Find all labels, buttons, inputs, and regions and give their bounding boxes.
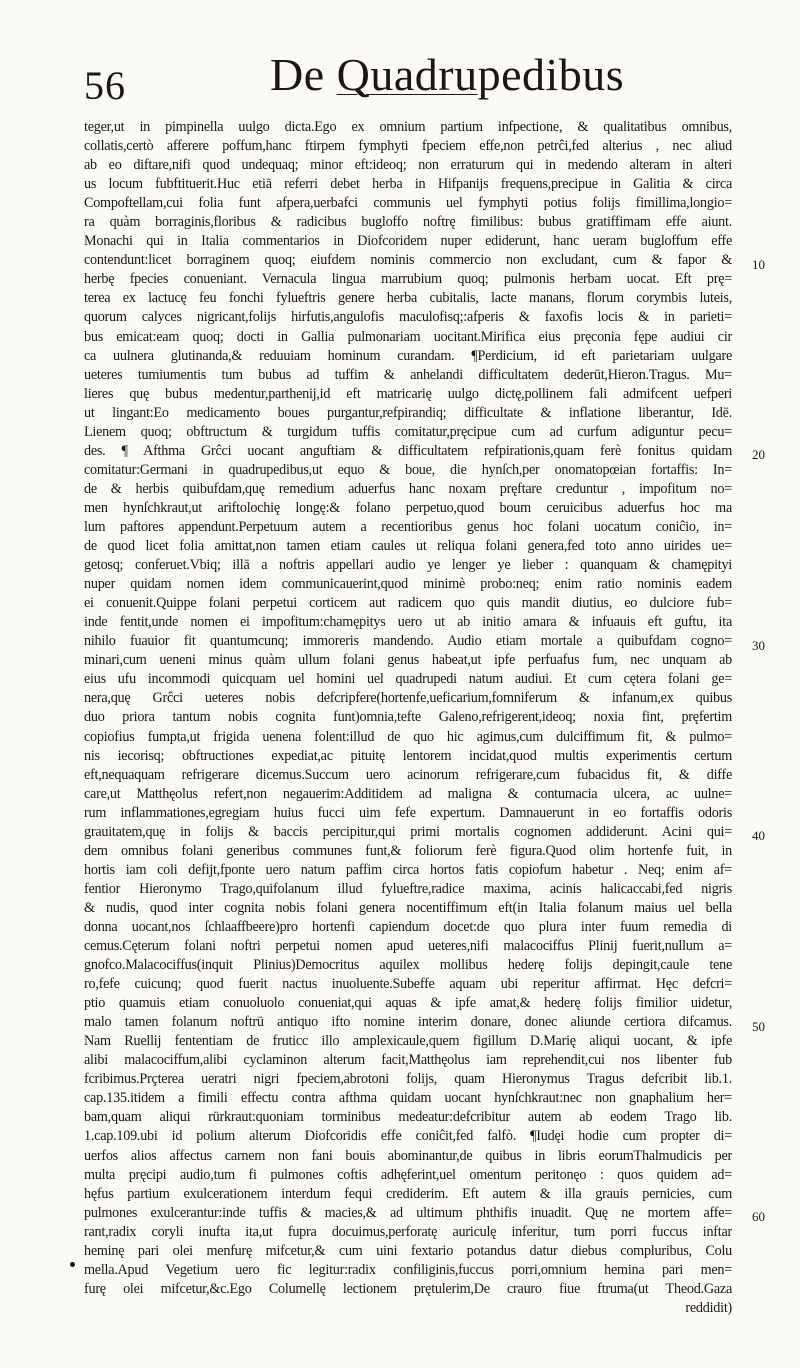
text-line: us locum fubftituerit.Huc etiā referri debet herba in Hifpanijs frequens,precipue in Galitia & circa	[84, 176, 732, 193]
text-line: terea ex lactucę feu fonchi fylueftris genere herba cubitalis, lacte manans, florum corymbis luteis,	[84, 290, 732, 307]
text-line: pulmones exulcerantur:inde tuffis & macies,& ad ultimum phthifis inuadit. Quę ne mortem affe=	[84, 1204, 732, 1221]
text-line: Lienem quoq; obftructum & turgidum tuffis comitatur,pręcipue cum ad curfum adiguntur pecu=	[84, 423, 732, 440]
text-line: Monachi qui in Italia commentarios in Diofcoridem nuper ediderunt, hanc ueram bugloffum effe	[84, 233, 732, 250]
text-line: getosq; conferuet.Vbiq; illā a noftris appellari audio ye lenger ye lieber : quanquam & chamępityi	[84, 557, 732, 574]
text-line: de & herbis quibufdam,quę remedium aduerfus hanc noxam pręftare creduntur , impofitum no=	[84, 480, 732, 497]
text-line: cemus.Cęterum folani noftri perpetui nomen apud ueteres,nifi malacociffus Plinij fuerit,nullum a=	[84, 938, 732, 955]
text-line: ei conuenit.Quippe folani perpetui corticem aut radicem quo quis mandit diutius, eo dulciore fub=	[84, 595, 732, 612]
text-line: comitatur:Germani in quadrupedibus,ut equo & boue, die hynſch,per onomatopœian fortaffis: In=	[84, 461, 732, 478]
text-line: alibi malacociffum,alibi cyclaminon alterum facit,Matthęolus iam reprehendit,cui nos libenter fub	[84, 1052, 732, 1069]
text-line: Compoftellam,cui folia funt afpera,uerbafci communis uel fymphyti potius folijs fimillima,longio=	[84, 195, 732, 212]
text-line: & nudis, quod inter cognita nobis folani genera nocentiffimum eft(in Italia folanum maius uel bella	[84, 899, 732, 916]
text-line: quorum calyces nigricant,folijs hirfutis,angulofis maculofisq;:afperis & faxofis locis & in parieti=	[84, 309, 732, 326]
text-line: care,ut Matthęolus refert,non negauerim:Additidem ad maligna & contumacia ulcera, ac uulne=	[84, 785, 732, 802]
text-line: ca uulnera glutinanda,& reduuiam hominum curandam. ¶Perdicium, id eft parietariam uulgare	[84, 347, 732, 364]
line-number-40: 40	[752, 828, 765, 843]
line-number-20: 20	[752, 447, 765, 462]
text-line: teger,ut in pimpinella uulgo dicta.Ego ex omnium partium infpectione, & qualitatibus omnibus,	[84, 119, 732, 135]
text-line: de quod licet folia amittat,non tamen etiam caules ut reliqua folani genera,fed toto anno uirides ue=	[84, 538, 732, 555]
text-line: lum paftores appendunt.Perpetuum autem a recentioribus genus hoc folani uocatum coniĉio, in=	[84, 518, 732, 535]
text-line: malo tamen folanum noftrū antiquo ifto nomine interim donare, donec aliunde certiora difcamus.	[84, 1014, 732, 1031]
line-number-60: 60	[752, 1209, 765, 1224]
text-line: eft,nequaquam refrigerare dicemus.Succum uero acinorum refrigerare,cum fubacidus fit, & diffe	[84, 766, 732, 783]
margin-mark	[70, 1262, 75, 1267]
text-line: des. ¶ Afthma Grĉci uocant anguftiam & difficultatem refpirationis,quam ferè fonitus quidam	[84, 442, 732, 459]
line-number-10: 10	[752, 257, 765, 272]
text-line: nera,quę Grĉci ueteres nobis defcripfere(hortenfe,ueficarium,fomniferum & infanum,ex quibus	[84, 690, 732, 707]
text-line: ro,fefe cuicunq; quod fuerit nactus inuoluente.Subeffe aquam ubi reperitur affirmat. Hęc defcri=	[84, 976, 732, 993]
line-number-50: 50	[752, 1019, 765, 1034]
text-line: lieres quę bubus medentur,parthenij,id eft matricarię uulgo dictę,pollinem fali admifcent uefperi	[84, 385, 732, 402]
text-line: collatis,certò afferere poffum,hanc ftirpem fymphyti fpeciem effe,non petrĉi,fed alterius , nec aliud	[84, 138, 732, 155]
body-text	[84, 118, 732, 1318]
page-title: De Quadrupedibus	[270, 49, 625, 100]
text-line: hortis iam coli defijt,fponte uero natum paffim circa hortos fatis copiofum habetur . Neq; enim af=	[84, 861, 732, 878]
text-line: furę olei mifcetur,&c.Ego Columellę lectionem prętulerim,De crauro fiue ftruma(ut Theod.Gaza	[84, 1280, 732, 1297]
text-line: contendunt:licet borraginem quoq; eiufdem nominis commercio non excludant, cum & fapor &	[84, 252, 732, 269]
text-line: men hynſchkraut,ut ariftolochię longę:& folano perpetuo,quod boum ceruicibus aduerfus hoc ma	[84, 499, 732, 516]
text-line: mella.Apud Vegetium uero fic legitur:radix confiliginis,fuccus porri,omnium hemina pari men=	[84, 1261, 732, 1278]
text-line: heminę pari olei menfurę mifcetur,& cum uini fextario potandus datur diebus compluribus, Colu	[84, 1242, 732, 1259]
text-line: donna uocant,nos ſchlaaffbeere)pro hortenfi capiendum docet:de quo plura inter fuum remedia di	[84, 918, 732, 935]
text-line: cap.135.itidem a fimili effectu contra afthma quidam uocant hynſchkraut:nec non gnaphalium her=	[84, 1090, 732, 1107]
text-line: eius ufu incommodi quicquam uel homini uel quadrupedi natum audiui. Et cum cętera folani ge=	[84, 671, 732, 688]
text-line: copiofius fumpta,ut frigida uenena folent:illud de quo hic agimus,cum dulciffimum fit, & pulmo=	[84, 728, 732, 745]
text-line: duo priora tantum nobis cognita funt)omnia,tefte Galeno,refrigerent,ideoq; noxia fint, pręfertim	[84, 709, 732, 726]
text-line: bus emicat:eam quoq; docti in Gallia pulmonariam uocitant.Mirifica eius pręconia fępe audiui cir	[84, 328, 732, 345]
text-line: ptio quamuis etiam conuoluolo conueniat,qui aquas & ipfe amat,& hederę folijs fimilior uidetur,	[84, 995, 732, 1012]
text-line: bam,quam aliqui rürkraut:quoniam torminibus medeatur:defcribitur autem ab eodem Trago lib.	[84, 1109, 732, 1126]
text-line: nihilo fuauior fit quantumcunq; immoreris mandendo. Audio etiam mortale a quibufdam cogno=	[84, 633, 732, 650]
text-line: ut lingant:Eo medicamento boues purgantur,refpirandiq; difficultate & inflatione liberantur, Idē.	[84, 404, 732, 421]
text-line: minari,cum ueneni minus quàm ullum folani genus habeat,ut ipfe perfuafus fum, nec unquam ab	[84, 652, 732, 669]
text-line: hęfus partium exulcerationem interdum fequi crediderim. Eft autem & illa grauis pernicies, cum	[84, 1185, 732, 1202]
text-line: 1.cap.109.ubi id polium alterum Diofcoridis effe coniĉit,fed falfò. ¶Iudęi hodie cum propter di=	[84, 1128, 732, 1145]
text-line: nis iecorisq; obftructiones expediat,ac pituitę lentorem incidat,quod multis experimentis certum	[84, 747, 732, 764]
line-number-30: 30	[752, 638, 765, 653]
text-line: ab eo diftare,nifi quod undequaq; minor eft:ideoq; non erraturum qui in medendo alteram in alteri	[84, 157, 732, 174]
text-line: uerfos alios affectus carnem non fani bouis abominantur,de quibus in libris eorumThalmudicis per	[84, 1147, 732, 1164]
text-line: ueteres tumiumentis tum bubus ad tuffim & anhelandi difficultatem dederūt,Hieron.Tragus. Mu=	[84, 366, 732, 383]
page-number: 56	[84, 63, 126, 108]
text-line: fcribimus.Prçterea ueratri nigri fpeciem,abrotoni folijs, quam Hieronymus Tragus defcribit lib.1.	[84, 1071, 732, 1088]
text-line: fentior Hieronymo Trago,quifolanum illud fylueftre,radice maxima, acinis halicaccabi,fed nigris	[84, 880, 732, 897]
text-line: grauitatem,quę in folijs & baccis percipitur,qui primi mortalis cognomen addiderunt. Acini qui=	[84, 823, 732, 840]
text-line: rum inflammationes,egregiam huius fucci uim fefe expertum. Damnauerunt in eo fortaffis odoris	[84, 804, 732, 821]
text-line: gnofco.Malacociffus(inquit Plinius)Democritus aquilex mollibus hederę folijs depingit,caule tene	[84, 957, 732, 974]
text-line: rant,radix coryli inufta ita,ut fupra docuimus,perforatę auriculę inferitur, tum porri fuccus inftar	[84, 1223, 732, 1240]
text-line: Nam Ruellij fententiam de fruticc illo amplexicaule,quem figillum D.Marię aliqui uocant, & ipfe	[84, 1033, 732, 1050]
text-line: herbę fpecies conueniant. Vernacula lingua marrubium quoq; pulmonis herbam uocat. Eft prę=	[84, 271, 732, 288]
text-line: multa pręcipi audio,tum fi pulmones coftis adhęferint,uel omentum peritonęo : quos quidem ad=	[84, 1166, 732, 1183]
text-line: nuper quidam nomen idem communicauerint,quod minimè probo:neq; enim ratio nominis eadem	[84, 576, 732, 593]
running-title	[270, 48, 624, 101]
text-line: ra quàm borraginis,floribus & radicibus bugloffo noftrę fimilibus: bubus gratiffimam effe aiunt.	[84, 214, 732, 231]
text-line: inde fentit,unde nomen ei impofitum:chamępitys uero ut ab initio amara & infuauis eft guftu, ita	[84, 614, 732, 631]
text-line: dem omnibus folani generibus communes funt,& foliorum ferè figura.Quod olim hortenfe fuit, in	[84, 842, 732, 859]
text-line: reddidit)	[685, 1299, 732, 1316]
